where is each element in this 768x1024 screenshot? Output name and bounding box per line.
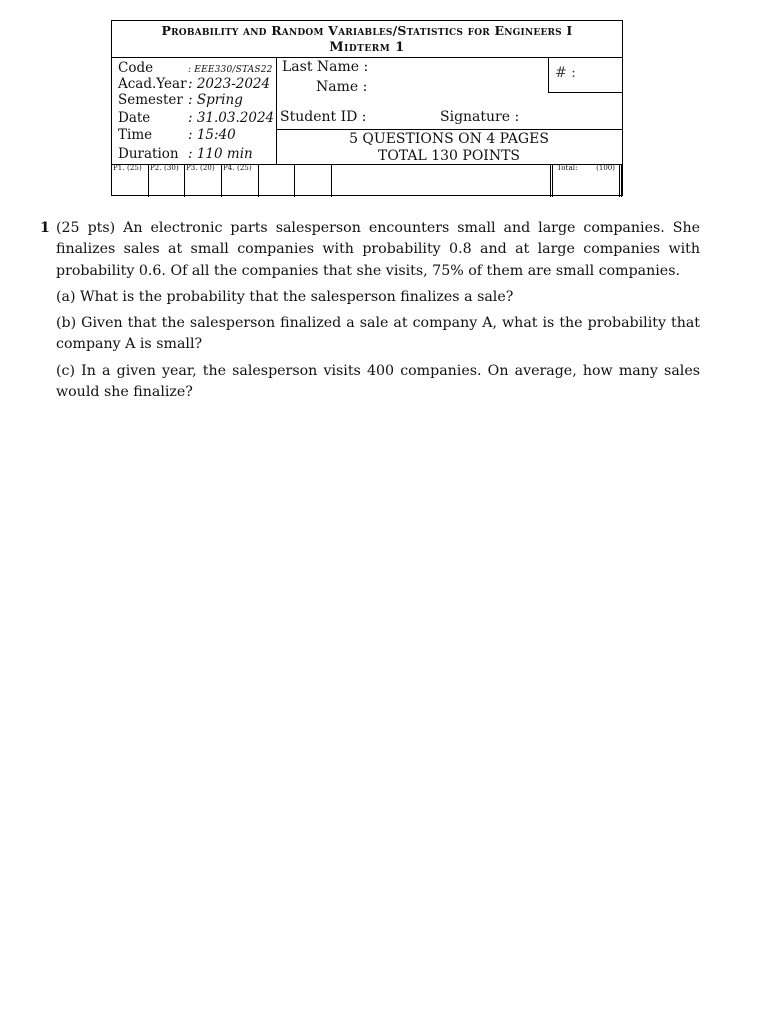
course-title: Probability and Random Variables/Statistics for Engineers I xyxy=(161,23,573,38)
student-fields xyxy=(276,57,622,129)
question-part-c: (c) In a given year, the salesperson visits 400 companies. On average, how many sales would she finalize? xyxy=(56,362,700,401)
year-row xyxy=(118,76,270,92)
exam-header xyxy=(111,20,623,196)
score-label-p4: P4. (25) xyxy=(223,164,252,172)
date-row xyxy=(118,110,274,126)
duration-label: Duration xyxy=(118,146,179,162)
score-cell-blank-3[interactable] xyxy=(332,165,552,197)
score-cell-p1[interactable] xyxy=(112,165,149,197)
code-label: Code xyxy=(118,60,154,76)
score-cell-p2[interactable] xyxy=(149,165,185,197)
title-block xyxy=(112,21,622,58)
year-value: : 2023-2024 xyxy=(188,76,271,92)
time-label: Time xyxy=(118,127,153,143)
exam-summary xyxy=(276,129,622,165)
question-number: 1 xyxy=(40,220,50,236)
score-cell-p3[interactable] xyxy=(185,165,222,197)
duration-value: : 110 min xyxy=(188,146,253,162)
time-value: : 15:40 xyxy=(188,127,236,143)
code-value: : EEE330/STAS22 xyxy=(188,65,273,75)
number-label: # : xyxy=(555,65,576,81)
semester-label: Semester xyxy=(118,92,183,108)
student-id-label: Student ID : xyxy=(280,109,367,125)
semester-row xyxy=(118,92,243,108)
question-body: (25 pts) An electronic parts salesperson encounters small and large companies. She finalizes sales at small companies with probability 0.8 and at large companies with probability 0.6. Of all the companies that she visits, 75% of them are small companies. xyxy=(56,220,700,279)
date-value: : 31.03.2024 xyxy=(188,110,275,126)
questions-info: 5 QUESTIONS ON 4 PAGES xyxy=(349,131,549,147)
question-1 xyxy=(40,218,700,403)
score-label-p2: P2. (30) xyxy=(150,164,179,172)
score-label-p3: P3. (20) xyxy=(186,164,215,172)
duration-row xyxy=(118,146,253,162)
points-info: TOTAL 130 POINTS xyxy=(377,148,521,164)
year-label: Acad.Year xyxy=(118,76,187,92)
last-name-label: Last Name : xyxy=(282,59,369,75)
score-cell-p4[interactable] xyxy=(222,165,259,197)
number-box[interactable] xyxy=(548,57,623,93)
time-row xyxy=(118,127,236,143)
exam-info xyxy=(112,57,277,164)
score-table xyxy=(112,164,622,197)
score-cell-blank-1[interactable] xyxy=(259,165,295,197)
score-cell-blank-2[interactable] xyxy=(295,165,332,197)
signature-label: Signature : xyxy=(440,109,520,125)
score-label-p1: P1. (25) xyxy=(113,164,142,172)
semester-value: : Spring xyxy=(188,92,243,108)
score-cell-total[interactable] xyxy=(550,165,622,197)
question-part-a: (a) What is the probability that the salesperson finalizes a sale? xyxy=(56,288,514,305)
total-points: (100) xyxy=(596,164,615,172)
total-label: Total: xyxy=(557,164,578,172)
exam-title: Midterm 1 xyxy=(329,40,405,55)
question-part-b: (b) Given that the salesperson finalized a sale at company A, what is the probability that company A is small? xyxy=(56,315,700,353)
name-label: Name : xyxy=(316,79,368,95)
date-label: Date xyxy=(118,110,151,126)
